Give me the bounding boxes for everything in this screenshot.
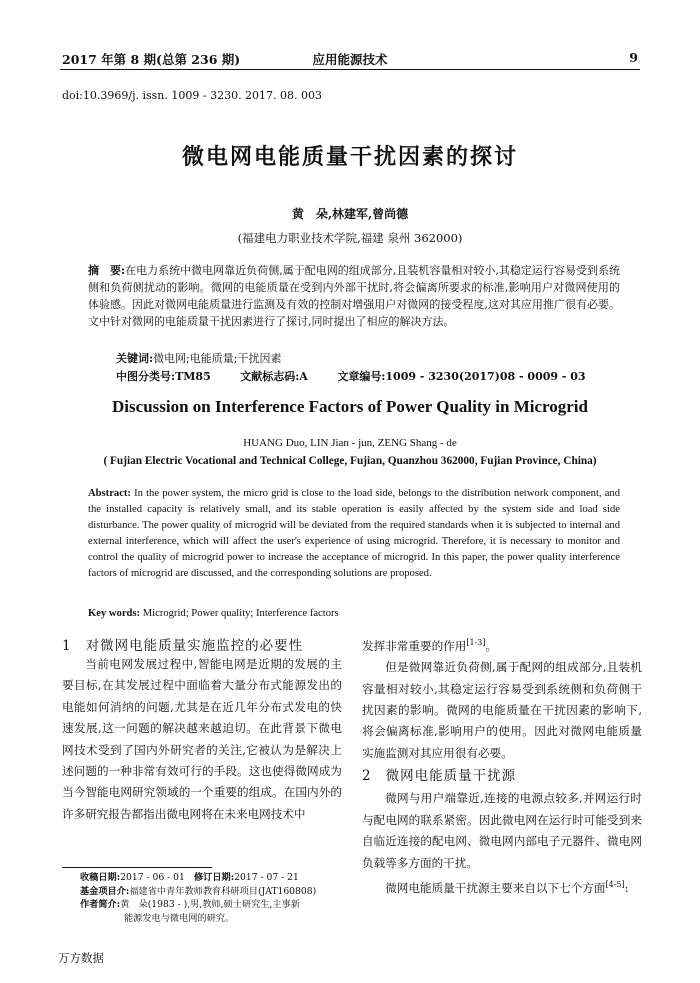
doi: doi:10.3969/j. issn. 1009 - 3230. 2017. 08. 003 xyxy=(62,89,323,102)
title-cn: 微电网电能质量干扰因素的探讨 xyxy=(181,144,518,170)
footnote-fund: 基金项目介:福建省中青年教师教育科研项目(JAT160808) xyxy=(80,885,317,897)
keywords-cn-label: 关键词: xyxy=(116,352,154,365)
affiliation-en: ( Fujian Electric Vocational and Technical College, Fujian, Quanzhou 362000, Fujian Province, China) xyxy=(103,455,597,467)
header-rule xyxy=(60,69,640,70)
footnote-author: 作者简介:黄 朵(1983 - ),男,教师,硕士研究生,主事新 xyxy=(80,899,300,910)
article-number: 文章编号:1009 - 3230(2017)08 - 0009 - 03 xyxy=(337,370,586,383)
section-1-title: 对微网电能质量实施监控的必要性 xyxy=(85,638,304,654)
affiliation-cn: (福建电力职业技术学院,福建 泉州 362000) xyxy=(237,231,463,245)
keywords-cn xyxy=(116,350,281,366)
keywords-en-label: Key words: xyxy=(88,608,141,619)
section-2-title: 微网电能质量干扰源 xyxy=(385,768,517,785)
abstract-en-label: Abstract: xyxy=(88,488,131,499)
footnote xyxy=(80,871,360,925)
keywords-cn-text: 微电网;电能质量;干扰因素 xyxy=(153,352,282,365)
doc-code: 文献标志码:A xyxy=(240,370,308,383)
footnote-dates: 收稿日期:2017 - 06 - 01 修订日期:2017 - 07 - 21 xyxy=(80,872,299,883)
footnote-rule xyxy=(62,867,212,868)
authors-en: HUANG Duo, LIN Jian - jun, ZENG Shang - de xyxy=(243,437,457,449)
section-1-number: 1 xyxy=(62,638,72,654)
clc-code: 中图分类号:TM85 xyxy=(116,370,211,383)
abstract-cn-text: 在电力系统中微电网靠近负荷侧,属于配电网的组成部分,且装机容量相对较小,其稳定运行容易受到系统侧和负荷侧扰动的影响。微网的电能质量在受到内外部干扰时,将会偏离所要求的标准,影响用户对微网使用的体验感。因此对微网电能质量进行监测及有效的控制对增强用户对微网的接受程度,这对其应用推广很有必要。文中针对微网的电能质量干扰因素进行了探讨,同时提出了相应的解决方法。 xyxy=(88,264,620,328)
journal-issue: 2017 年第 8 期(总第 236 期) xyxy=(62,52,241,67)
abstract-en-text: In the power system, the micro grid is close to the load side, belongs to the distribution network component, and the installed capacity is relatively small, and its stable operation is easily affected by the system side and load side disturbance. The power quality of microgrid will be deviated from the required standards when it is subjected to internal and external interference, which will affect the user's experience of using microgrid. Therefore, it is necessary to monitor and control the quality of microgrid power to increase the acceptance of microgrid. In this paper, the power quality interference factors of microgrid are discussed, and the corresponding solutions are proposed. xyxy=(88,488,620,580)
section-1-para-1: 当前电网发展过程中,智能电网是近期的发展的主要目标,在其发展过程中面临着大量分布式能源发出的电能如何消纳的问题,尤其是在近几年分布式发电的快速发展,这一问题的解决越来越迫切。在此背景下微电网技术受到了国内外研究者的关注,它被认为是解决上述问题的一种非常有效可行的手段。这也使得微网成为当今智能电网研究领域的一个重要的组成。在国内外的许多研究报告都指出微电网将在未来电网技术中 xyxy=(62,657,342,821)
abstract-cn-label: 摘 要: xyxy=(88,264,126,277)
section-1-para-2: 但是微网靠近负荷侧,属于配网的组成部分,且装机容量相对较小,其稳定运行容易受到系统侧和负荷侧干扰因素的影响。微网的电能质量在干扰因素的影响下,将会偏离标准,影响用户的使用。因此对微网电能质量实施监测对其应用很有必要。 xyxy=(362,660,642,760)
title-en: Discussion on Interference Factors of Power Quality in Microgrid xyxy=(112,397,588,416)
authors-cn: 黄 朵,林建军,曾尚德 xyxy=(291,207,409,221)
classification-line xyxy=(116,368,612,384)
keywords-en-text: Microgrid; Power quality; Interference factors xyxy=(142,608,339,619)
abstract-cn xyxy=(88,262,620,330)
journal-name: 应用能源技术 xyxy=(312,52,388,67)
section-2-para-1: 微网与用户端靠近,连接的电源点较多,并网运行时与配电网的联系紧密。因此微电网在运行时可能受到来自临近连接的配电网、微电网内部电子元器件、微电网负载等多方面的干扰。 xyxy=(362,791,642,870)
section-2-number: 2 xyxy=(362,768,372,785)
section-2-heading xyxy=(362,764,642,788)
section-2-para-2: 微网电能质量干扰源主要来自以下七个方面[4-5]: xyxy=(385,879,629,895)
right-column xyxy=(362,632,642,899)
keywords-en xyxy=(88,608,339,619)
footnote-author-cont: 能源发电与微电网的研究。 xyxy=(124,912,235,924)
footer-watermark: 万方数据 xyxy=(58,951,104,965)
abstract-en xyxy=(88,486,620,583)
left-column xyxy=(62,654,342,825)
page-number: 9 xyxy=(629,50,638,65)
section-1-para-1-cont: 发挥非常重要的作用[1-3]。 xyxy=(362,638,498,653)
